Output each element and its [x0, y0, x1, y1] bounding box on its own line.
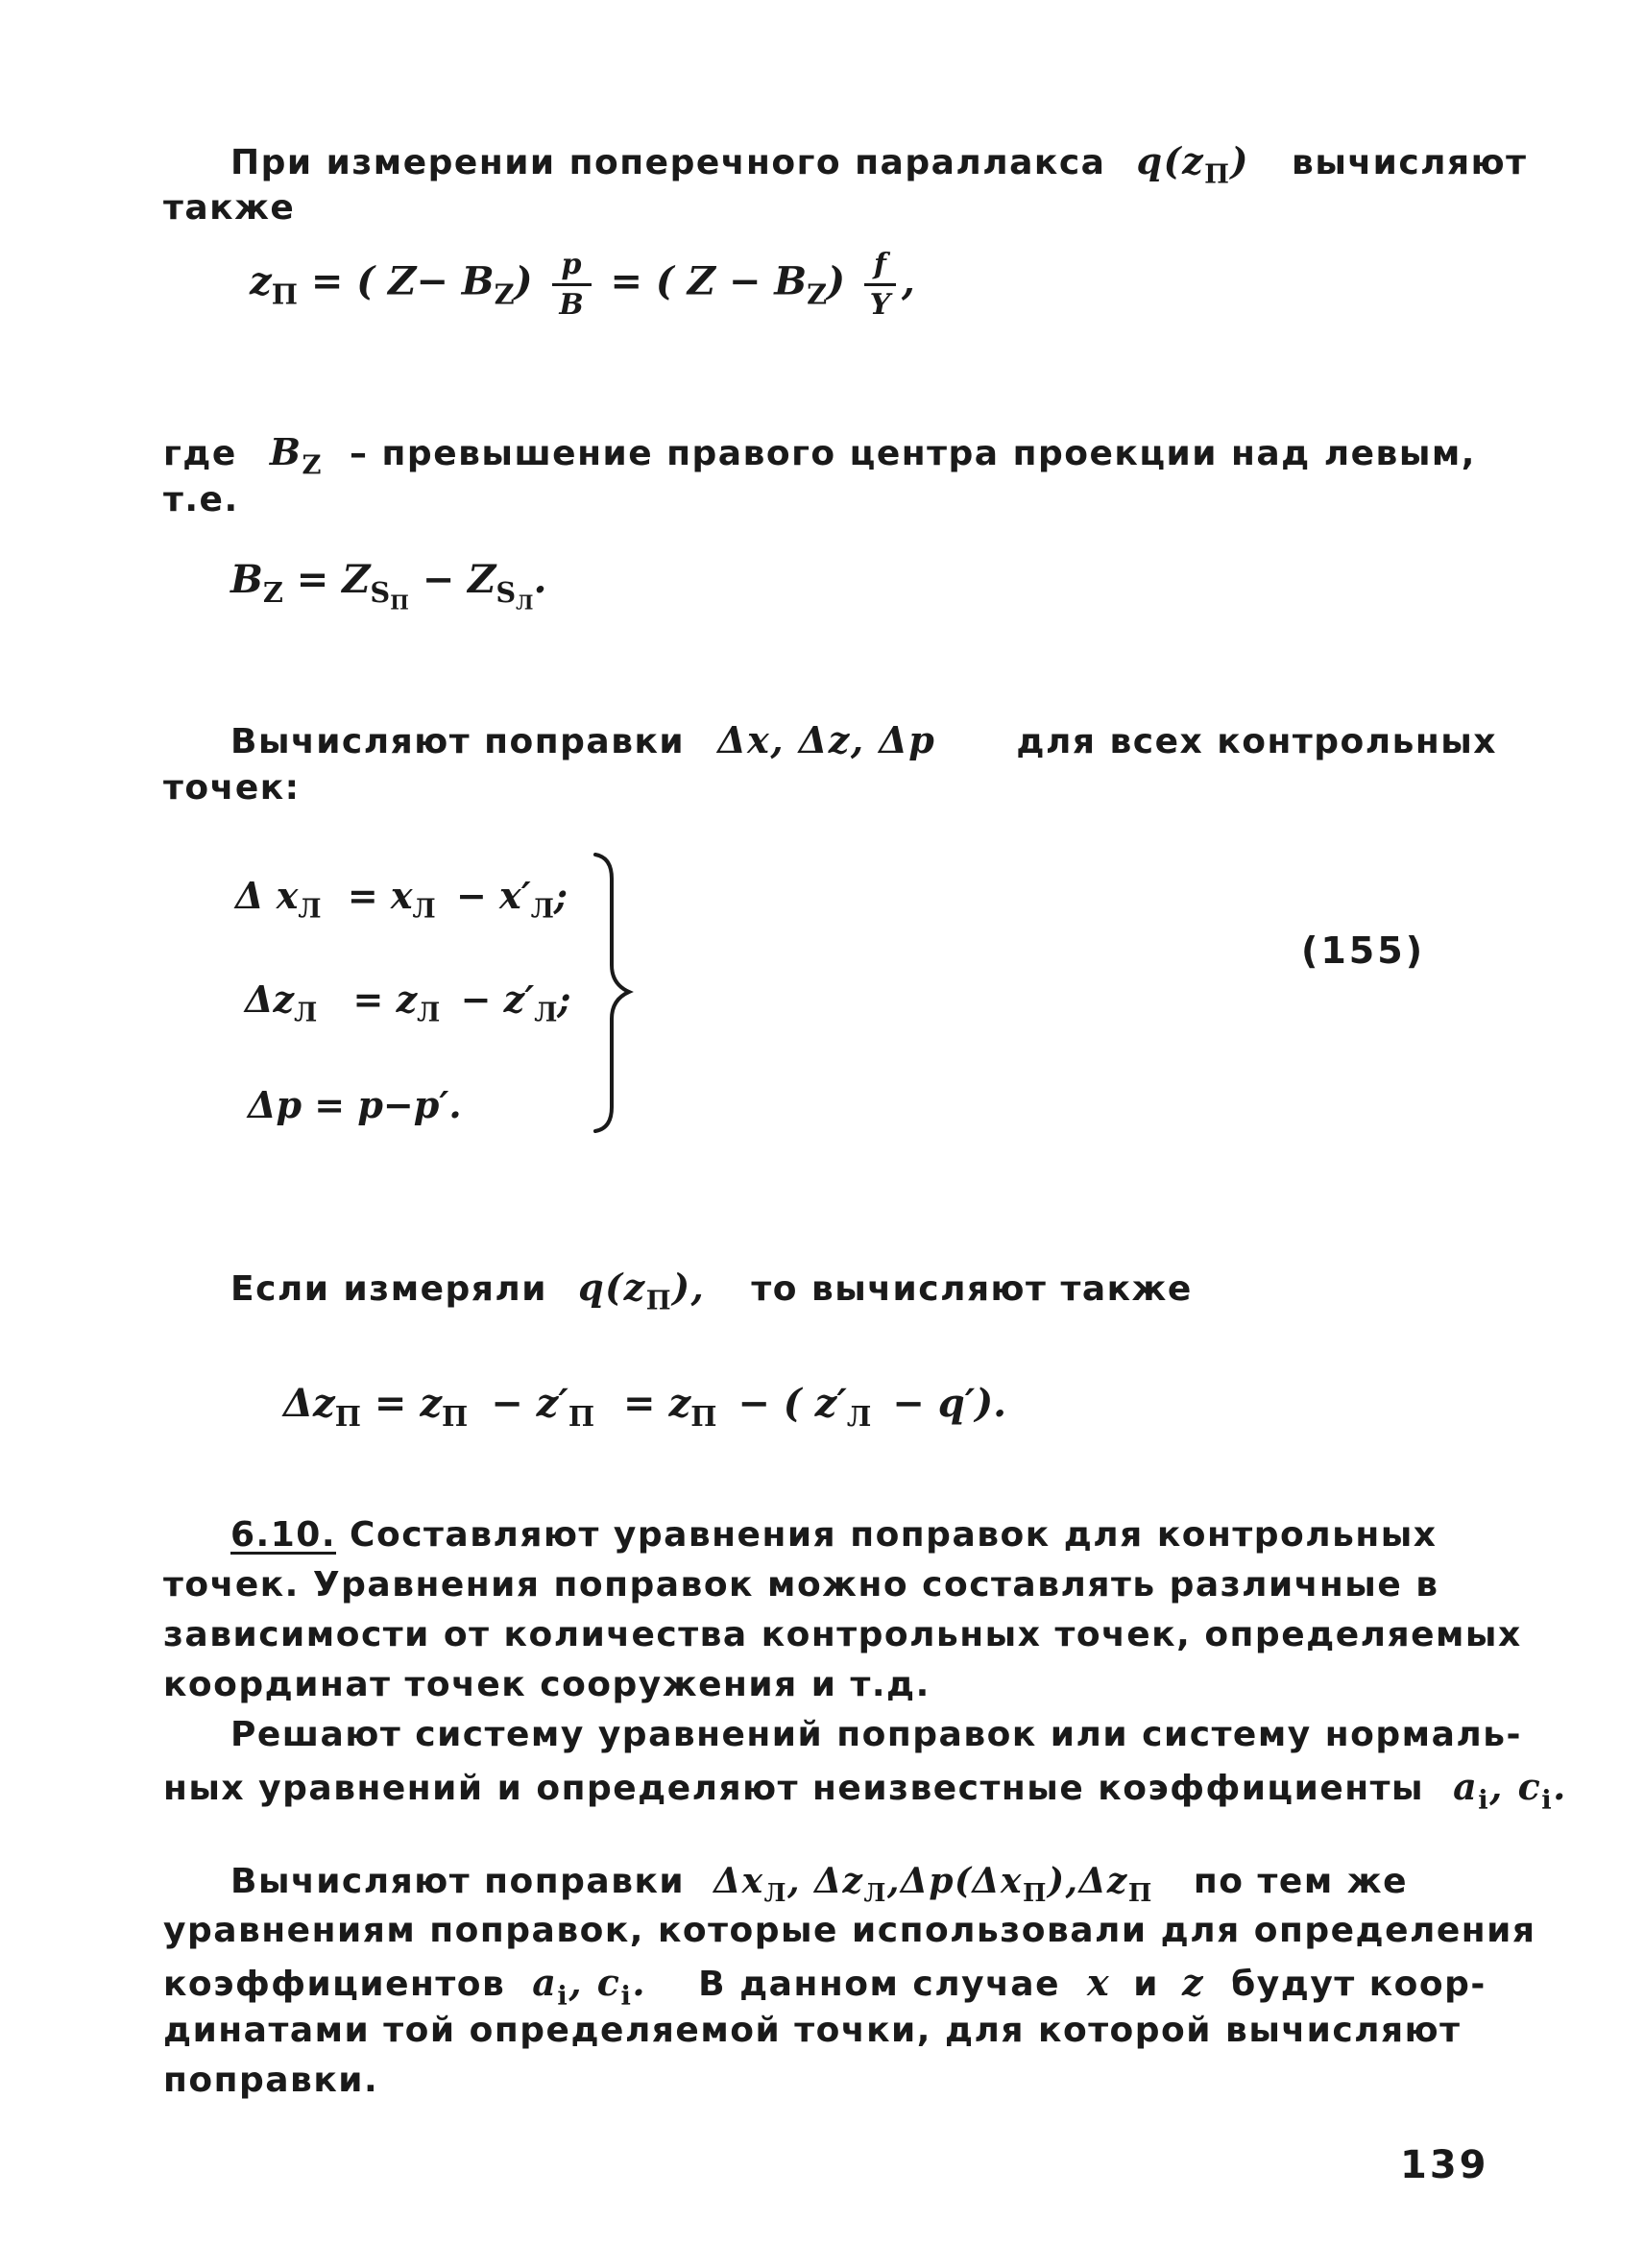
- paragraph-1-line-1: При измерении поперечного параллакса $q(z_П)$ вычисляют: [230, 139, 1528, 190]
- paragraph-6-line-3: коэффициентов $a_i$, $c_i$. В данном случае x и z будут коор-: [163, 1961, 1487, 2012]
- equation-bz: $B_Z = Z_{S_П} - Z_{S_Л}$.: [230, 557, 547, 615]
- right-brace: [591, 850, 639, 1138]
- system-row-2: $\Delta z_Л = z_Л - z'_Л$;: [245, 977, 571, 1028]
- paragraph-6-line-5: поправки.: [163, 2061, 379, 2100]
- fraction-p-over-b: $\frac{p}{B}$: [552, 248, 592, 322]
- section-number: 6.10.: [230, 1515, 336, 1555]
- system-row-3: Δp = p−p′.: [248, 1083, 462, 1126]
- paragraph-5-line-1: 6.10. Составляют уравнения поправок для контрольных: [230, 1515, 1438, 1555]
- fraction-f-over-y: $\frac{f}{Y}$: [864, 248, 896, 322]
- paragraph-4-line-1: Если измеряли $q(z_П)$, то вычисляют также: [230, 1266, 1193, 1316]
- paragraph-2-line-2: т.е.: [163, 480, 239, 519]
- equation-zp: $z_П$ = ( $Z- B_Z$) $\frac{p}{B}$ = ( $Z - B_Z$) $\frac{f}{Y}$ ,: [250, 248, 915, 322]
- equation-number: (155): [1301, 929, 1426, 972]
- page-number: 139: [1400, 2143, 1489, 2187]
- paragraph-1-line-2: также: [163, 188, 296, 228]
- paragraph-6-line-4: динатами той определяемой точки, для которой вычисляют: [163, 2011, 1462, 2050]
- qz-expression: $q(z_П)$: [1136, 139, 1249, 190]
- paragraph-5-line-3: зависимости от количества контрольных точек, определяемых: [163, 1615, 1522, 1654]
- paragraph-5-line-6: ных уравнений и определяют неизвестные коэффициенты $a_i$, $c_i$.: [163, 1765, 1567, 1816]
- paragraph-2-line-1: где $B_Z$ – превышение правого центра проекции над левым,: [163, 430, 1476, 481]
- paragraph-5-line-5: Решают систему уравнений поправок или систему нормаль-: [230, 1715, 1522, 1754]
- paragraph-6-line-1: Вычисляют поправки $\Delta x_Л$, $\Delta z_Л,\Delta p(\Delta x_П),\Delta z_П$ по тем же: [230, 1861, 1409, 1909]
- paragraph-5-line-4: координат точек сооружения и т.д.: [163, 1665, 931, 1704]
- paragraph-6-line-2: уравнениям поправок, которые использовали для определения: [163, 1911, 1536, 1950]
- equation-dzp: $\Delta z_П = z_П - z'_П = z_П$ − ( $z'_Л - q'$).: [283, 1381, 1007, 1434]
- paragraph-5-line-2: точек. Уравнения поправок можно составлять различные в: [163, 1565, 1439, 1604]
- system-row-1: Δ $x_Л = x_Л - x'_Л$;: [235, 874, 568, 925]
- paragraph-3-line-2: точек:: [163, 768, 301, 808]
- paragraph-3-line-1: Вычисляют поправки Δx, Δz, Δp для всех контрольных: [230, 718, 1497, 761]
